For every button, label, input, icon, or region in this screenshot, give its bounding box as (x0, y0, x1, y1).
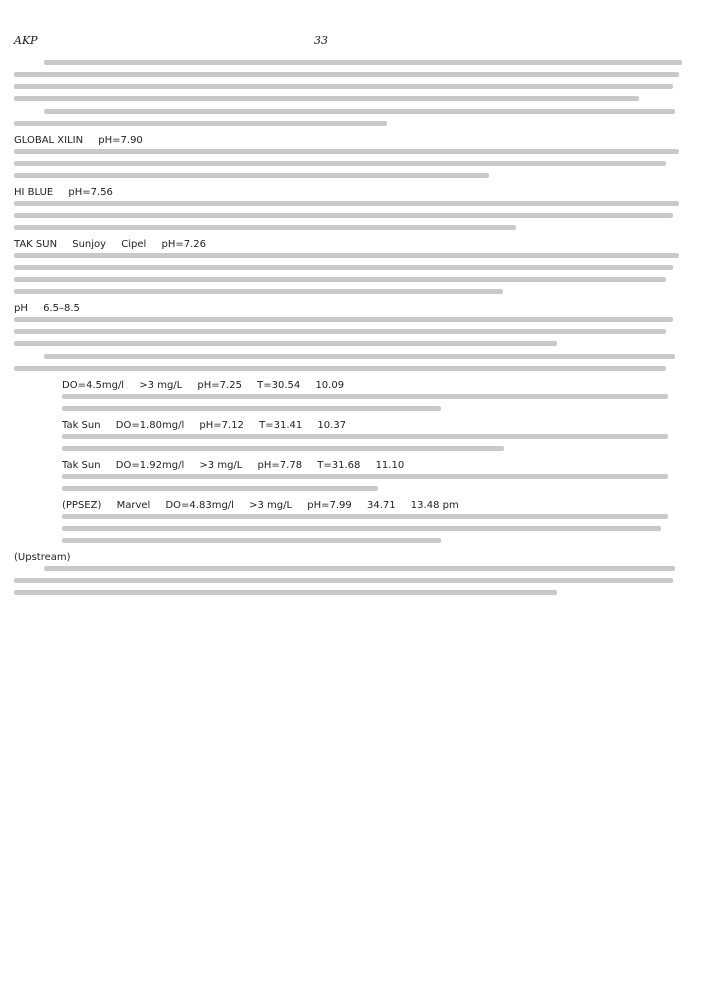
company-3-name: TAK SUN (14, 239, 58, 250)
text-line (44, 60, 682, 65)
company-2-name: HI BLUE (14, 187, 54, 198)
text-line (14, 121, 387, 126)
ph-label: pH (14, 303, 28, 314)
company-3-partner-2: Cipel (121, 239, 147, 250)
paragraph-point-1 (14, 379, 693, 411)
point-4-ph: pH=7.99 (307, 500, 352, 511)
point-4-zone: (PPSEZ) (62, 500, 102, 511)
point-1-temperature: T=30.54 (257, 380, 301, 391)
khmer-text-block (62, 394, 693, 411)
text-line (14, 590, 557, 595)
text-line (14, 149, 679, 154)
text-line (14, 578, 673, 583)
paragraph-company-2 (14, 186, 693, 230)
point-1-readable (62, 379, 693, 392)
khmer-text-block (14, 109, 693, 126)
text-line (62, 514, 668, 519)
text-line (14, 201, 679, 206)
point-1-standard: >3 mg/L (139, 380, 183, 391)
point-3-company: Tak Sun (62, 460, 101, 471)
text-line (62, 394, 668, 399)
paragraph-intro (14, 60, 693, 101)
paragraph-point-3 (14, 459, 693, 491)
text-line (14, 96, 639, 101)
point-3-time: 11.10 (375, 460, 405, 471)
text-line (14, 265, 673, 270)
page-number: 33 (314, 34, 328, 47)
text-line (44, 566, 675, 571)
text-line (14, 213, 673, 218)
upstream-label: (Upstream) (14, 552, 71, 563)
khmer-text-block (14, 354, 693, 371)
ph-range-readable (14, 302, 693, 315)
point-4-time: 13.48 pm (410, 500, 459, 511)
point-3-do: DO=1.92mg/l (115, 460, 185, 471)
text-line (44, 109, 675, 114)
text-line (62, 406, 441, 411)
text-line (62, 434, 668, 439)
point-2-readable (62, 419, 693, 432)
text-line (14, 317, 673, 322)
conclusion-readable (14, 551, 693, 564)
text-line (14, 289, 503, 294)
text-line (14, 161, 666, 166)
text-line (14, 84, 673, 89)
text-line (14, 366, 666, 371)
point-3-temperature: T=31.68 (317, 460, 361, 471)
paragraph-conclusion (14, 551, 693, 595)
point-4-company: Marvel (116, 500, 151, 511)
document-body (14, 60, 693, 990)
text-line (14, 253, 679, 258)
text-line (14, 173, 489, 178)
point-4-temperature: 34.71 (366, 500, 396, 511)
point-2-time: 10.37 (317, 420, 347, 431)
company-2-ph: pH=7.56 (68, 187, 113, 198)
text-line (14, 341, 557, 346)
khmer-text-block (14, 201, 693, 230)
text-line (14, 72, 679, 77)
point-4-do: DO=4.83mg/l (165, 500, 234, 511)
khmer-text-block (14, 566, 693, 595)
page-header (14, 34, 693, 52)
company-1-ph: pH=7.90 (98, 135, 143, 146)
paragraph-sampling-intro (14, 354, 693, 371)
company-2-readable (14, 186, 693, 199)
text-line (14, 225, 516, 230)
paragraph-ph-summary (14, 302, 693, 346)
point-1-ph: pH=7.25 (197, 380, 242, 391)
point-3-readable (62, 459, 693, 472)
point-2-temperature: T=31.41 (259, 420, 303, 431)
khmer-text-block (62, 474, 693, 491)
point-3-ph: pH=7.78 (257, 460, 303, 471)
point-2-do: DO=1.80mg/l (115, 420, 185, 431)
text-line (44, 354, 675, 359)
point-2-ph: pH=7.12 (199, 420, 244, 431)
company-3-ph: pH=7.26 (161, 239, 207, 250)
point-1-do: DO=4.5mg/l (62, 380, 125, 391)
khmer-text-block (62, 434, 693, 451)
point-2-company: Tak Sun (62, 420, 101, 431)
ph-range: 6.5–8.5 (43, 303, 80, 314)
text-line (62, 446, 504, 451)
text-line (62, 538, 441, 543)
company-1-name: GLOBAL XILIN (14, 135, 84, 146)
text-line (14, 329, 666, 334)
text-line (62, 526, 661, 531)
company-3-partner: Sunjoy (72, 239, 107, 250)
khmer-text-block (14, 253, 693, 294)
text-line (62, 486, 378, 491)
point-3-standard: >3 mg/L (199, 460, 243, 471)
text-line (14, 277, 666, 282)
paragraph-inspection (14, 109, 693, 126)
paragraph-point-2 (14, 419, 693, 451)
paragraph-company-3 (14, 238, 693, 294)
point-4-standard: >3 mg/L (249, 500, 293, 511)
company-3-readable (14, 238, 693, 251)
paragraph-point-4 (14, 499, 693, 543)
company-1-readable (14, 134, 693, 147)
khmer-text-block (14, 149, 693, 178)
khmer-text-block (14, 317, 693, 346)
text-line (62, 474, 668, 479)
point-4-readable (62, 499, 693, 512)
point-1-time: 10.09 (315, 380, 345, 391)
khmer-text-block (62, 514, 693, 543)
paragraph-company-1 (14, 134, 693, 178)
khmer-text-block (14, 60, 693, 101)
document-id: AKP (14, 34, 38, 47)
